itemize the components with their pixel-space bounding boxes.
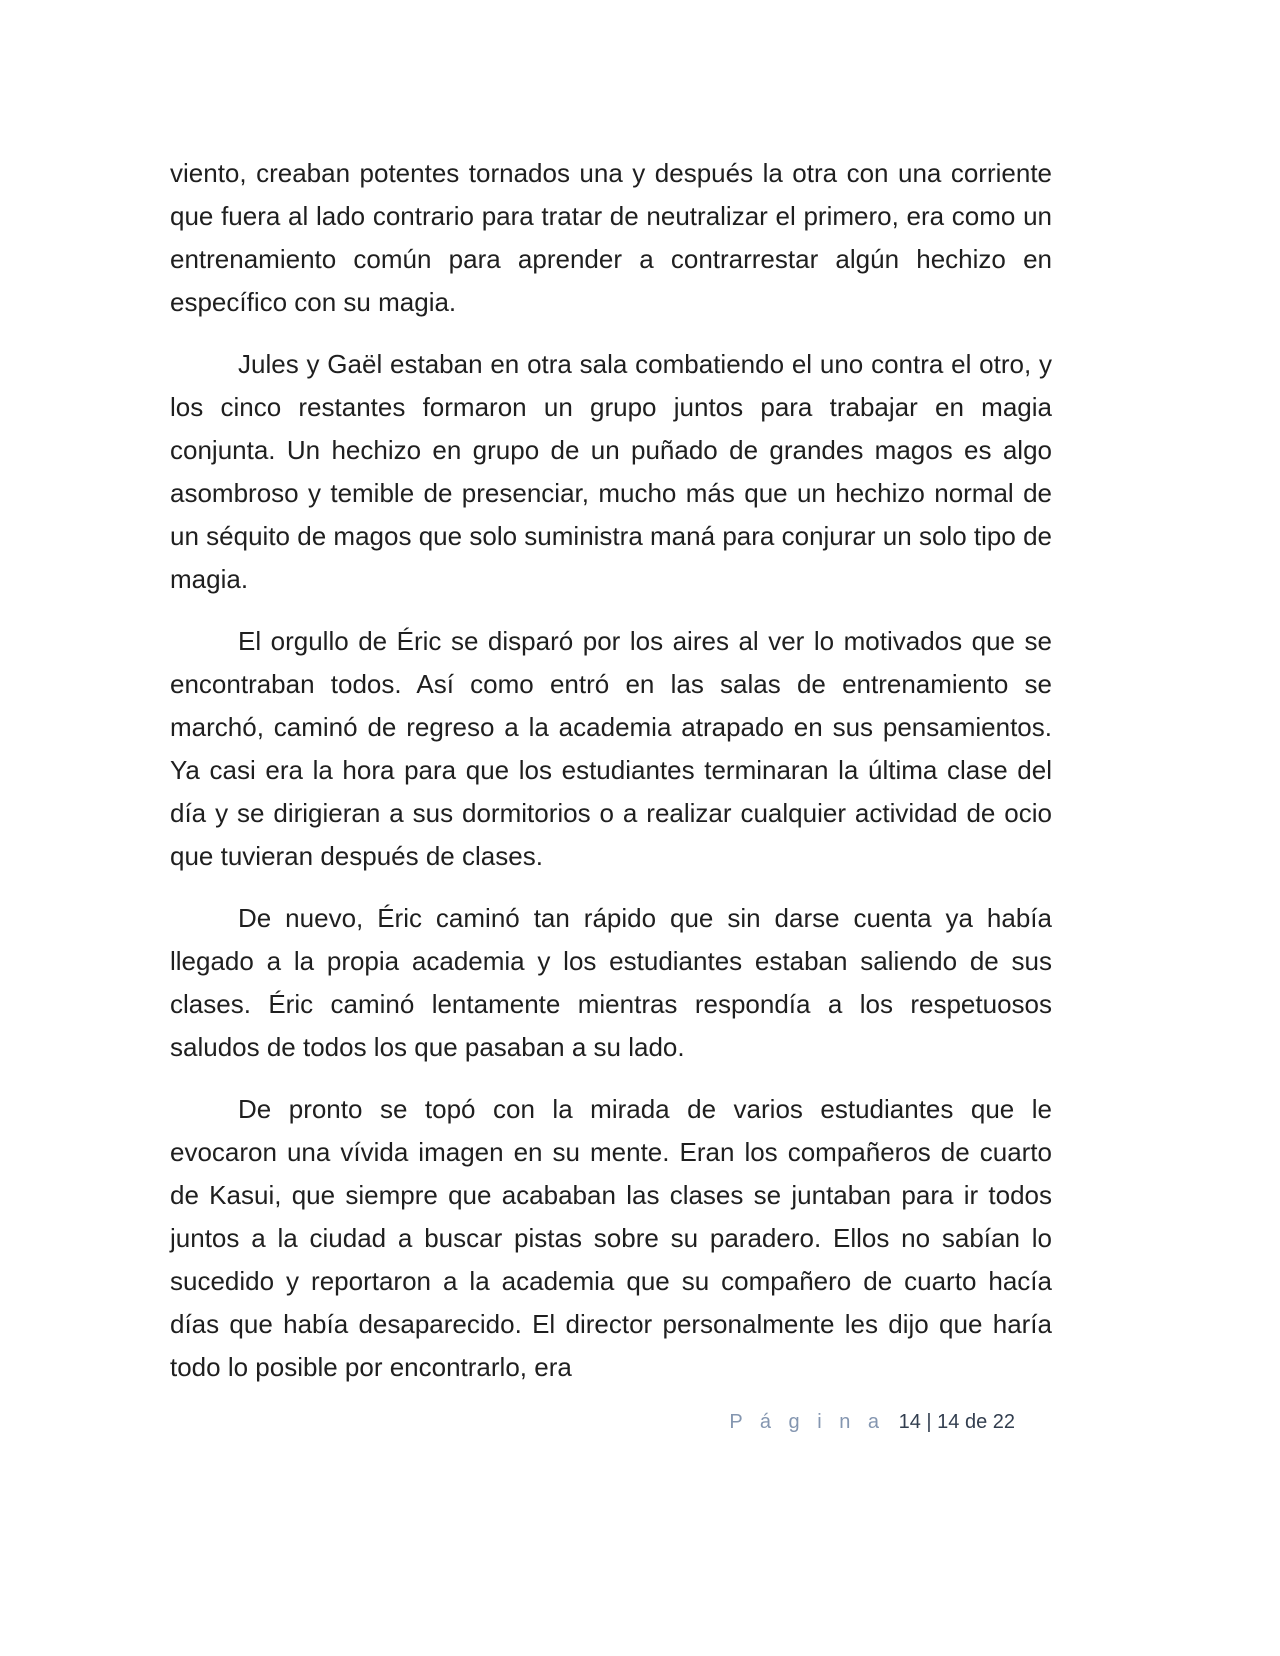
- page-footer: [0, 1408, 1015, 1436]
- page-body-text: [170, 152, 1052, 1408]
- paragraph: viento, creaban potentes tornados una y después la otra con una corriente que fuera al lado contrario para tratar de neutralizar el primero, era como un entrenamiento común para aprender a contrarrestar algún hechizo en específico con su magia.: [170, 158, 1052, 317]
- footer-page-label: P á g i n a: [729, 1411, 886, 1433]
- paragraph: El orgullo de Éric se disparó por los aires al ver lo motivados que se encontraban todos. Así como entró en las salas de entrenamiento se marchó, caminó de regreso a la academia atrapado en sus pensamientos. Ya casi era la hora para que los estudiantes terminaran la última clase del día y se dirigieran a sus dormitorios o a realizar cualquier actividad de ocio que tuvieran después de clases.: [170, 626, 1052, 871]
- footer-page-number: 14 | 14 de 22: [898, 1411, 1015, 1433]
- paragraph: De nuevo, Éric caminó tan rápido que sin darse cuenta ya había llegado a la propia academia y los estudiantes estaban saliendo de sus clases. Éric caminó lentamente mientras respondía a los respetuosos saludos de todos los que pasaban a su lado.: [170, 903, 1052, 1062]
- paragraph: De pronto se topó con la mirada de varios estudiantes que le evocaron una vívida imagen en su mente. Eran los compañeros de cuarto de Kasui, que siempre que acababan las clases se juntaban para ir todos juntos a la ciudad a buscar pistas sobre su paradero. Ellos no sabían lo sucedido y reportaron a la academia que su compañero de cuarto hacía días que había desaparecido. El director personalmente les dijo que haría todo lo posible por encontrarlo, era: [170, 1094, 1052, 1382]
- paragraph: Jules y Gaël estaban en otra sala combatiendo el uno contra el otro, y los cinco restantes formaron un grupo juntos para trabajar en magia conjunta. Un hechizo en grupo de un puñado de grandes magos es algo asombroso y temible de presenciar, mucho más que un hechizo normal de un séquito de magos que solo suministra maná para conjurar un solo tipo de magia.: [170, 349, 1052, 594]
